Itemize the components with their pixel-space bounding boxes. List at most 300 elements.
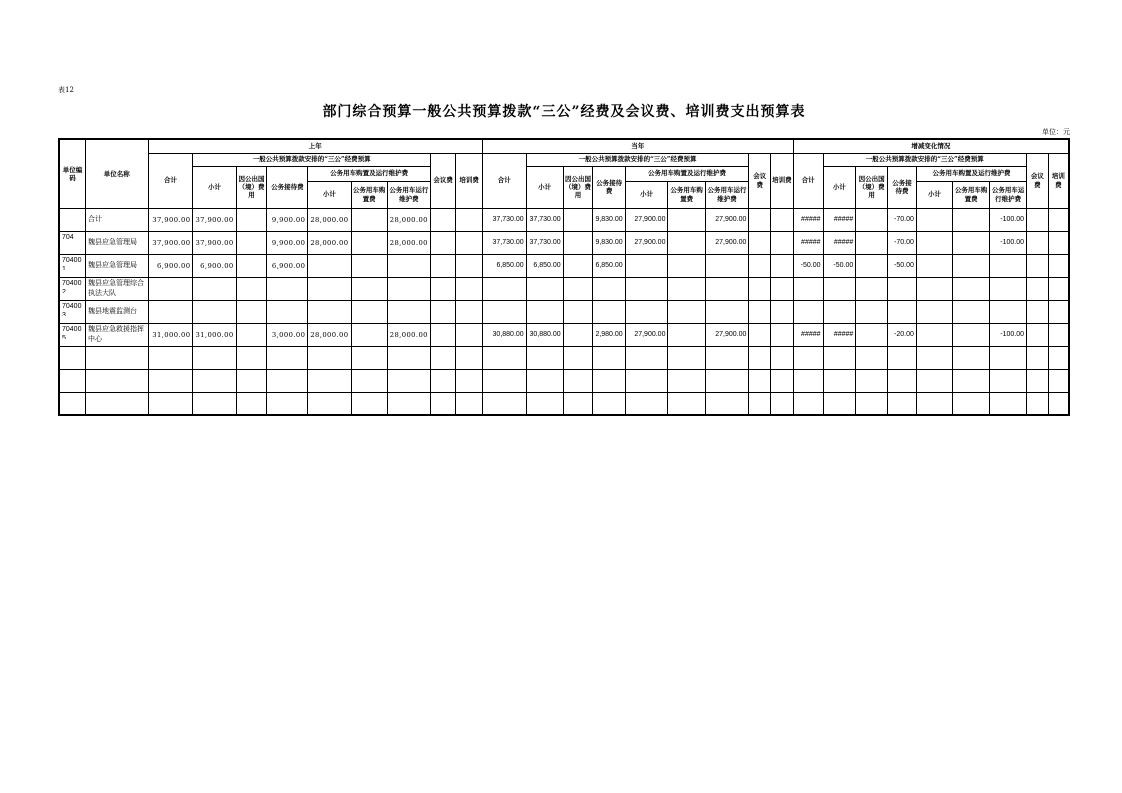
cell-last-year-0: 31,000.00: [148, 323, 193, 346]
cell-current-year-8: [771, 254, 794, 277]
cell-unit-name: [86, 392, 149, 415]
cell-change-7: [1027, 392, 1049, 415]
cell-change-6: [990, 346, 1027, 369]
cell-current-year-8: [771, 392, 794, 415]
cell-current-year-6: 27,900.00: [705, 323, 749, 346]
header-ch-subtotal: 小计: [823, 166, 856, 208]
cell-change-1: -50.00: [823, 254, 856, 277]
cell-change-2: [856, 300, 888, 323]
cell-change-3: [888, 277, 917, 300]
cell-current-year-0: [482, 392, 526, 415]
cell-current-year-2: [563, 369, 593, 392]
header-ch-abroad: 因公出国（境）费用: [856, 166, 888, 208]
cell-last-year-4: [308, 346, 351, 369]
cell-last-year-8: [456, 369, 482, 392]
cell-current-year-6: [705, 254, 749, 277]
cell-change-2: [856, 323, 888, 346]
header-cy-total: 合计: [482, 153, 526, 208]
cell-current-year-4: 27,900.00: [625, 323, 668, 346]
cell-current-year-5: [668, 254, 705, 277]
table-row: [59, 323, 1069, 346]
table-row: [59, 300, 1069, 323]
cell-unit-code: [59, 392, 86, 415]
cell-current-year-1: 37,730.00: [526, 231, 563, 254]
cell-current-year-8: [771, 231, 794, 254]
cell-change-1: #####: [823, 208, 856, 231]
cell-last-year-3: [267, 369, 308, 392]
cell-change-6: [990, 254, 1027, 277]
cell-current-year-2: [563, 392, 593, 415]
cell-change-7: [1027, 346, 1049, 369]
header-cy-vehicle-subtotal: 小计: [625, 181, 668, 208]
cell-change-7: [1027, 300, 1049, 323]
cell-current-year-2: [563, 300, 593, 323]
cell-change-8: [1048, 392, 1069, 415]
cell-last-year-6: [387, 392, 430, 415]
cell-current-year-1: 6,850.00: [526, 254, 563, 277]
cell-last-year-3: [267, 346, 308, 369]
cell-last-year-5: [351, 346, 387, 369]
cell-last-year-6: [387, 369, 430, 392]
cell-last-year-1: [193, 300, 236, 323]
cell-last-year-0: 37,900.00: [148, 208, 193, 231]
cell-current-year-6: [705, 346, 749, 369]
table-body: [59, 208, 1069, 415]
header-cy-training: 培训费: [771, 153, 794, 208]
cell-change-6: -100.00: [990, 208, 1027, 231]
cell-current-year-6: 27,900.00: [705, 208, 749, 231]
cell-change-6: [990, 277, 1027, 300]
cell-last-year-5: [351, 300, 387, 323]
page-title: 部门综合预算一般公共预算拨款“三公”经费及会议费、培训费支出预算表: [322, 104, 806, 120]
header-unit-name: 单位名称: [86, 139, 149, 208]
cell-current-year-7: [749, 323, 771, 346]
cell-unit-name: 魏县地震监测台: [86, 300, 149, 323]
cell-change-6: [990, 300, 1027, 323]
header-section-last-year: 上年: [148, 139, 482, 153]
cell-unit-code: [59, 369, 86, 392]
cell-last-year-2: [236, 392, 267, 415]
cell-current-year-2: [563, 277, 593, 300]
table-row: [59, 346, 1069, 369]
header-ch-vehicle-maintenance: 公务用车运行维护费: [990, 181, 1027, 208]
cell-last-year-6: [387, 277, 430, 300]
header-ly-reception: 公务接待费: [267, 166, 308, 208]
cell-last-year-4: 28,000.00: [308, 231, 351, 254]
cell-current-year-5: [668, 208, 705, 231]
cell-change-7: [1027, 208, 1049, 231]
cell-change-8: [1048, 277, 1069, 300]
cell-current-year-4: [625, 392, 668, 415]
cell-last-year-6: 28,000.00: [387, 323, 430, 346]
cell-current-year-3: [593, 277, 625, 300]
cell-last-year-5: [351, 369, 387, 392]
cell-change-8: [1048, 254, 1069, 277]
table-row: [59, 231, 1069, 254]
cell-current-year-0: [482, 300, 526, 323]
cell-last-year-4: [308, 254, 351, 277]
cell-change-2: [856, 277, 888, 300]
cell-unit-code: 704003: [59, 300, 86, 323]
cell-last-year-4: [308, 392, 351, 415]
cell-change-1: [823, 369, 856, 392]
cell-last-year-1: [193, 277, 236, 300]
cell-unit-code: 704005: [59, 323, 86, 346]
cell-unit-name: 魏县应急管理综合执法大队: [86, 277, 149, 300]
cell-change-0: [793, 277, 823, 300]
cell-last-year-8: [456, 254, 482, 277]
cell-current-year-8: [771, 300, 794, 323]
cell-current-year-6: [705, 300, 749, 323]
cell-current-year-8: [771, 208, 794, 231]
cell-unit-name: 魏县应急救援指挥中心: [86, 323, 149, 346]
cell-last-year-6: 28,000.00: [387, 208, 430, 231]
cell-last-year-3: 6,900.00: [267, 254, 308, 277]
cell-change-0: [793, 369, 823, 392]
cell-last-year-8: [456, 300, 482, 323]
cell-change-5: [953, 369, 990, 392]
cell-last-year-6: 28,000.00: [387, 231, 430, 254]
cell-current-year-5: [668, 231, 705, 254]
cell-change-4: [916, 392, 952, 415]
header-cy-vehicle-group: 公务用车购置及运行维护费: [625, 166, 749, 181]
cell-last-year-5: [351, 323, 387, 346]
cell-last-year-2: [236, 323, 267, 346]
cell-current-year-2: [563, 254, 593, 277]
header-cy-vehicle-purchase: 公务用车购置费: [668, 181, 705, 208]
table-row: [59, 392, 1069, 415]
cell-last-year-2: [236, 208, 267, 231]
cell-change-0: -50.00: [793, 254, 823, 277]
cell-last-year-0: 6,900.00: [148, 254, 193, 277]
cell-unit-name: [86, 369, 149, 392]
cell-current-year-2: [563, 208, 593, 231]
cell-current-year-1: [526, 300, 563, 323]
cell-change-7: [1027, 277, 1049, 300]
cell-change-5: [953, 208, 990, 231]
table-row: [59, 208, 1069, 231]
cell-last-year-5: [351, 277, 387, 300]
cell-change-6: -100.00: [990, 231, 1027, 254]
cell-change-7: [1027, 369, 1049, 392]
cell-change-1: [823, 392, 856, 415]
header-ch-meeting: 会议费: [1027, 153, 1049, 208]
unit-note: 单位：元: [1042, 128, 1070, 136]
cell-change-4: [916, 346, 952, 369]
header-ch-total: 合计: [793, 153, 823, 208]
cell-current-year-4: 27,900.00: [625, 231, 668, 254]
cell-last-year-5: [351, 208, 387, 231]
cell-last-year-1: 6,900.00: [193, 254, 236, 277]
cell-current-year-3: [593, 392, 625, 415]
header-cy-vehicle-maintenance: 公务用车运行维护费: [705, 181, 749, 208]
cell-current-year-4: [625, 300, 668, 323]
header-ch-sangong-group: 一般公共预算拨款安排的“三公”经费预算: [823, 153, 1026, 166]
cell-change-5: [953, 323, 990, 346]
header-cy-sangong-group: 一般公共预算拨款安排的“三公”经费预算: [526, 153, 749, 166]
cell-last-year-8: [456, 346, 482, 369]
cell-change-3: -20.00: [888, 323, 917, 346]
cell-change-4: [916, 231, 952, 254]
cell-current-year-7: [749, 254, 771, 277]
cell-current-year-1: 37,730.00: [526, 208, 563, 231]
cell-last-year-8: [456, 277, 482, 300]
cell-unit-name: [86, 346, 149, 369]
cell-last-year-4: 28,000.00: [308, 208, 351, 231]
cell-current-year-0: [482, 277, 526, 300]
cell-change-6: [990, 369, 1027, 392]
cell-change-5: [953, 300, 990, 323]
cell-current-year-8: [771, 346, 794, 369]
cell-last-year-8: [456, 208, 482, 231]
cell-unit-code: 704: [59, 231, 86, 254]
cell-change-2: [856, 231, 888, 254]
header-ly-abroad: 因公出国（境）费用: [236, 166, 267, 208]
cell-last-year-5: [351, 392, 387, 415]
cell-last-year-2: [236, 254, 267, 277]
cell-current-year-7: [749, 300, 771, 323]
cell-last-year-4: [308, 300, 351, 323]
cell-last-year-8: [456, 323, 482, 346]
cell-change-8: [1048, 208, 1069, 231]
header-ly-training: 培训费: [456, 153, 482, 208]
cell-change-1: [823, 277, 856, 300]
cell-current-year-6: 27,900.00: [705, 231, 749, 254]
cell-current-year-4: [625, 277, 668, 300]
header-ch-vehicle-purchase: 公务用车购置费: [953, 181, 990, 208]
cell-change-2: [856, 392, 888, 415]
cell-last-year-0: [148, 392, 193, 415]
cell-last-year-7: [430, 369, 456, 392]
cell-last-year-4: [308, 277, 351, 300]
cell-last-year-0: [148, 300, 193, 323]
cell-last-year-3: 3,000.00: [267, 323, 308, 346]
cell-current-year-6: [705, 392, 749, 415]
cell-current-year-4: 27,900.00: [625, 208, 668, 231]
cell-change-5: [953, 392, 990, 415]
header-ly-total: 合计: [148, 153, 193, 208]
cell-current-year-0: 37,730.00: [482, 208, 526, 231]
header-ly-vehicle-purchase: 公务用车购置费: [351, 181, 387, 208]
cell-current-year-1: [526, 392, 563, 415]
cell-unit-name: 魏县应急管理局: [86, 231, 149, 254]
cell-last-year-1: [193, 369, 236, 392]
cell-change-2: [856, 208, 888, 231]
cell-change-0: #####: [793, 323, 823, 346]
cell-current-year-2: [563, 323, 593, 346]
cell-last-year-7: [430, 392, 456, 415]
cell-last-year-3: [267, 277, 308, 300]
cell-last-year-3: [267, 392, 308, 415]
cell-last-year-0: [148, 369, 193, 392]
cell-current-year-5: [668, 323, 705, 346]
cell-change-5: [953, 231, 990, 254]
cell-change-4: [916, 208, 952, 231]
cell-change-0: #####: [793, 208, 823, 231]
cell-current-year-0: 6,850.00: [482, 254, 526, 277]
cell-current-year-7: [749, 369, 771, 392]
header-ly-meeting: 会议费: [430, 153, 456, 208]
cell-current-year-7: [749, 392, 771, 415]
cell-last-year-1: [193, 392, 236, 415]
cell-change-3: [888, 346, 917, 369]
cell-last-year-1: 37,900.00: [193, 208, 236, 231]
cell-change-3: -70.00: [888, 208, 917, 231]
cell-current-year-3: 2,980.00: [593, 323, 625, 346]
cell-last-year-2: [236, 277, 267, 300]
header-ly-vehicle-subtotal: 小计: [308, 181, 351, 208]
cell-change-2: [856, 254, 888, 277]
table-row: [59, 254, 1069, 277]
cell-last-year-0: [148, 277, 193, 300]
cell-unit-code: [59, 208, 86, 231]
cell-current-year-3: [593, 369, 625, 392]
cell-change-3: [888, 392, 917, 415]
cell-unit-name: 合计: [86, 208, 149, 231]
cell-change-8: [1048, 300, 1069, 323]
cell-current-year-5: [668, 392, 705, 415]
cell-current-year-8: [771, 277, 794, 300]
cell-change-2: [856, 346, 888, 369]
header-cy-meeting: 会议费: [749, 153, 771, 208]
header-section-change: 增减变化情况: [793, 139, 1069, 153]
cell-change-8: [1048, 369, 1069, 392]
cell-current-year-0: 30,880.00: [482, 323, 526, 346]
cell-change-4: [916, 323, 952, 346]
budget-table: [58, 138, 1070, 416]
cell-last-year-1: 37,900.00: [193, 231, 236, 254]
cell-change-0: [793, 346, 823, 369]
cell-current-year-7: [749, 277, 771, 300]
header-ly-subtotal: 小计: [193, 166, 236, 208]
cell-current-year-5: [668, 369, 705, 392]
cell-current-year-6: [705, 277, 749, 300]
cell-last-year-1: 31,000.00: [193, 323, 236, 346]
cell-current-year-5: [668, 300, 705, 323]
header-cy-subtotal: 小计: [526, 166, 563, 208]
cell-last-year-7: [430, 231, 456, 254]
cell-last-year-4: 28,000.00: [308, 323, 351, 346]
cell-last-year-7: [430, 254, 456, 277]
cell-change-1: #####: [823, 231, 856, 254]
cell-change-1: [823, 300, 856, 323]
cell-last-year-7: [430, 346, 456, 369]
cell-unit-name: 魏县应急管理局: [86, 254, 149, 277]
cell-current-year-3: [593, 346, 625, 369]
cell-last-year-2: [236, 369, 267, 392]
table-header: [59, 139, 1069, 208]
cell-last-year-5: [351, 254, 387, 277]
cell-current-year-4: [625, 254, 668, 277]
cell-current-year-1: 30,880.00: [526, 323, 563, 346]
cell-current-year-7: [749, 346, 771, 369]
cell-current-year-2: [563, 346, 593, 369]
header-ch-vehicle-group: 公务用车购置及运行维护费: [916, 166, 1026, 181]
cell-change-6: [990, 392, 1027, 415]
cell-change-6: -100.00: [990, 323, 1027, 346]
cell-current-year-0: [482, 346, 526, 369]
cell-change-1: [823, 346, 856, 369]
cell-last-year-8: [456, 231, 482, 254]
cell-current-year-5: [668, 346, 705, 369]
cell-last-year-7: [430, 323, 456, 346]
cell-change-4: [916, 254, 952, 277]
cell-change-0: [793, 392, 823, 415]
table-row: [59, 277, 1069, 300]
cell-last-year-5: [351, 231, 387, 254]
cell-current-year-3: 9,830.00: [593, 231, 625, 254]
cell-change-8: [1048, 346, 1069, 369]
table-row: [59, 369, 1069, 392]
cell-last-year-3: [267, 300, 308, 323]
cell-current-year-3: [593, 300, 625, 323]
header-cy-abroad: 因公出国（境）费用: [563, 166, 593, 208]
cell-unit-code: 704002: [59, 277, 86, 300]
cell-current-year-1: [526, 369, 563, 392]
cell-change-0: #####: [793, 231, 823, 254]
cell-change-7: [1027, 323, 1049, 346]
cell-last-year-3: 9,900.00: [267, 208, 308, 231]
header-ch-vehicle-subtotal: 小计: [916, 181, 952, 208]
cell-current-year-4: [625, 369, 668, 392]
header-ly-vehicle-group: 公务用车购置及运行维护费: [308, 166, 431, 181]
header-section-current-year: 当年: [482, 139, 793, 153]
cell-last-year-7: [430, 277, 456, 300]
cell-current-year-4: [625, 346, 668, 369]
cell-last-year-2: [236, 346, 267, 369]
table-tag: 表12: [58, 86, 74, 94]
cell-unit-code: 704001: [59, 254, 86, 277]
cell-change-3: -50.00: [888, 254, 917, 277]
header-ly-vehicle-maintenance: 公务用车运行维护费: [387, 181, 430, 208]
cell-change-8: [1048, 231, 1069, 254]
header-ch-training: 培训费: [1048, 153, 1069, 208]
cell-last-year-7: [430, 208, 456, 231]
cell-current-year-8: [771, 323, 794, 346]
cell-last-year-7: [430, 300, 456, 323]
cell-current-year-1: [526, 277, 563, 300]
cell-current-year-2: [563, 231, 593, 254]
cell-change-7: [1027, 254, 1049, 277]
cell-change-4: [916, 277, 952, 300]
cell-last-year-0: [148, 346, 193, 369]
header-cy-reception: 公务接待费: [593, 166, 625, 208]
cell-last-year-0: 37,900.00: [148, 231, 193, 254]
cell-current-year-6: [705, 369, 749, 392]
cell-current-year-1: [526, 346, 563, 369]
cell-last-year-8: [456, 392, 482, 415]
cell-last-year-2: [236, 300, 267, 323]
cell-last-year-6: [387, 254, 430, 277]
cell-change-2: [856, 369, 888, 392]
cell-current-year-7: [749, 208, 771, 231]
cell-last-year-4: [308, 369, 351, 392]
cell-current-year-0: [482, 369, 526, 392]
cell-current-year-8: [771, 369, 794, 392]
cell-last-year-6: [387, 346, 430, 369]
cell-change-5: [953, 277, 990, 300]
cell-change-4: [916, 300, 952, 323]
cell-last-year-3: 9,900.00: [267, 231, 308, 254]
cell-change-3: -70.00: [888, 231, 917, 254]
header-unit-code: 单位编码: [59, 139, 86, 208]
header-ly-sangong-group: 一般公共预算拨款安排的“三公”经费预算: [193, 153, 430, 166]
cell-change-1: #####: [823, 323, 856, 346]
cell-change-5: [953, 346, 990, 369]
cell-unit-code: [59, 346, 86, 369]
cell-current-year-7: [749, 231, 771, 254]
cell-change-7: [1027, 231, 1049, 254]
